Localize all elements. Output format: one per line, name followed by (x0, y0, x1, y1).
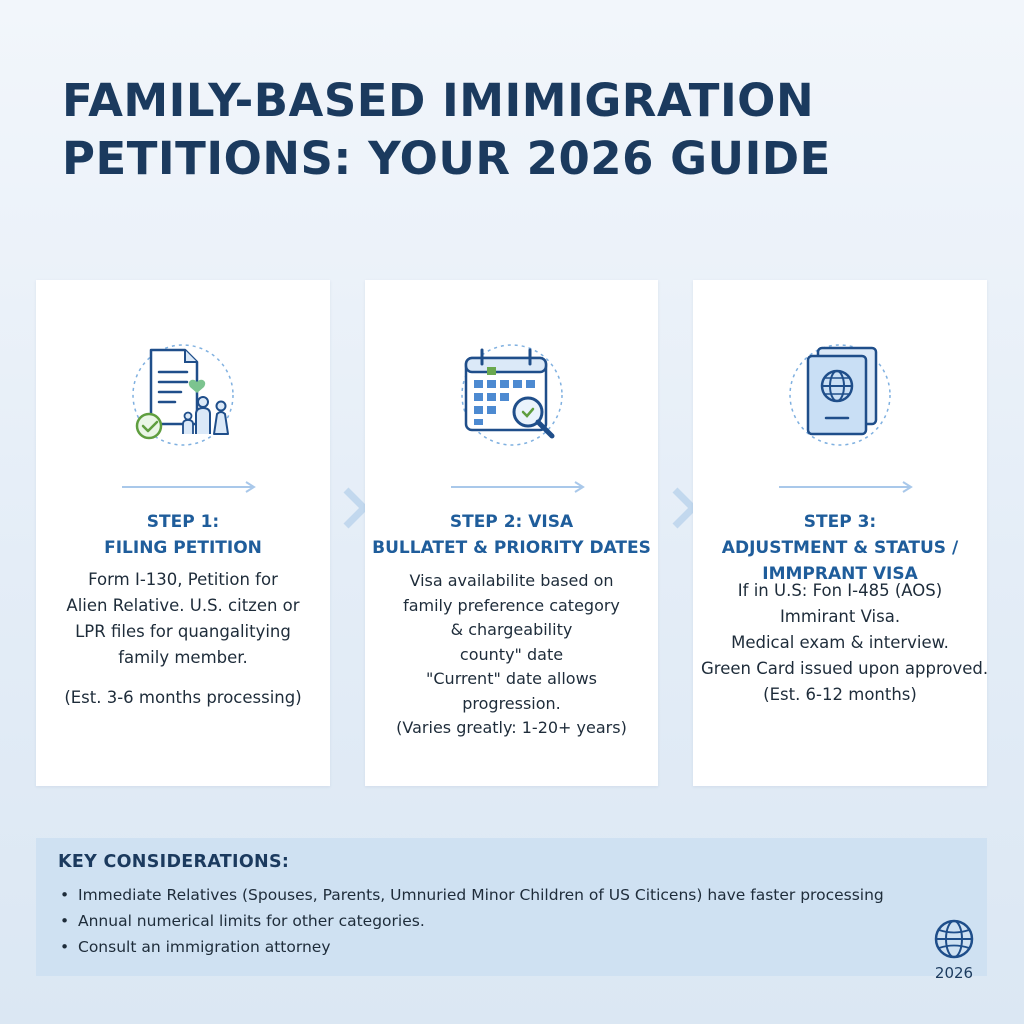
key-considerations-list (60, 882, 884, 960)
step-3-line: Immirant Visa. (779, 607, 901, 626)
calendar-search-icon (452, 340, 572, 450)
title-line-1: FAMILY-BASED IMIMIGRATION (62, 74, 815, 127)
petition-family-icon (123, 340, 243, 450)
list-item: • Consult an immigration attorney (60, 934, 884, 960)
title-line-2: PETITIONS: YOUR 2026 GUIDE (62, 132, 831, 185)
badge-year: 2026 (934, 964, 974, 982)
step-3-estimate: (Est. 6-12 months) (763, 685, 917, 704)
step-2-number: STEP 2: VISA (449, 512, 574, 532)
list-item: • Immediate Relatives (Spouses, Parents, Umnuried Minor Children of US Citicens) have faster processing (60, 882, 884, 908)
step-2-description (373, 569, 650, 741)
step-2-line: & chargeability (450, 620, 573, 639)
progress-arrow-icon (777, 480, 917, 494)
step-2-estimate: (Varies greatly: 1-20+ years) (396, 718, 627, 737)
key-considerations-panel (36, 838, 987, 976)
globe-icon (930, 916, 978, 962)
step-2-line: county" date (459, 644, 564, 664)
step-3-heading (693, 509, 987, 587)
step-3-line: Medical exam & interview. (731, 633, 949, 652)
step-1-description (44, 567, 322, 711)
step-1-estimate: (Est. 3-6 months processing) (64, 688, 302, 707)
page-title (62, 72, 982, 188)
step-3-title: ADJUSTMENT & STATUS / (721, 538, 959, 558)
step-1-heading (36, 509, 330, 561)
progress-arrow-icon (120, 480, 260, 494)
step-1-title: FILING PETITION (104, 538, 262, 558)
step-2-title: BULLATET & PRIORITY DATES (372, 538, 651, 558)
step-1-line: family member. (118, 648, 248, 667)
passport-icon (780, 340, 900, 450)
step-2-line: "Current" date allows (426, 669, 597, 688)
step-3-title: IMMPRANT VISA (762, 564, 918, 584)
list-item: • Annual numerical limits for other categories. (60, 908, 884, 934)
step-1-line: LPR files for quangalitying (75, 622, 291, 641)
step-2-line: Visa availabilite based on (409, 571, 614, 590)
key-considerations-title: KEY CONSIDERATIONS: (58, 852, 290, 872)
step-2-heading (365, 509, 658, 561)
step-1-number: STEP 1: (146, 512, 220, 532)
step-2-line: family preference category (403, 595, 620, 615)
step-2-card (365, 280, 658, 786)
step-1-line: Form I-130, Petition for (88, 570, 278, 589)
step-3-description (701, 578, 989, 708)
step-3-card (693, 280, 987, 786)
step-2-line: progression. (462, 693, 561, 713)
progress-arrow-icon (449, 480, 589, 494)
step-3-line: If in U.S: Fon I-485 (AOS) (737, 581, 943, 600)
step-3-line: Green Card issued upon approved. (701, 659, 989, 678)
step-1-card (36, 280, 330, 786)
step-3-number: STEP 3: (803, 512, 877, 532)
step-1-line: Alien Relative. U.S. citzen or (66, 596, 300, 615)
year-badge (930, 916, 978, 986)
